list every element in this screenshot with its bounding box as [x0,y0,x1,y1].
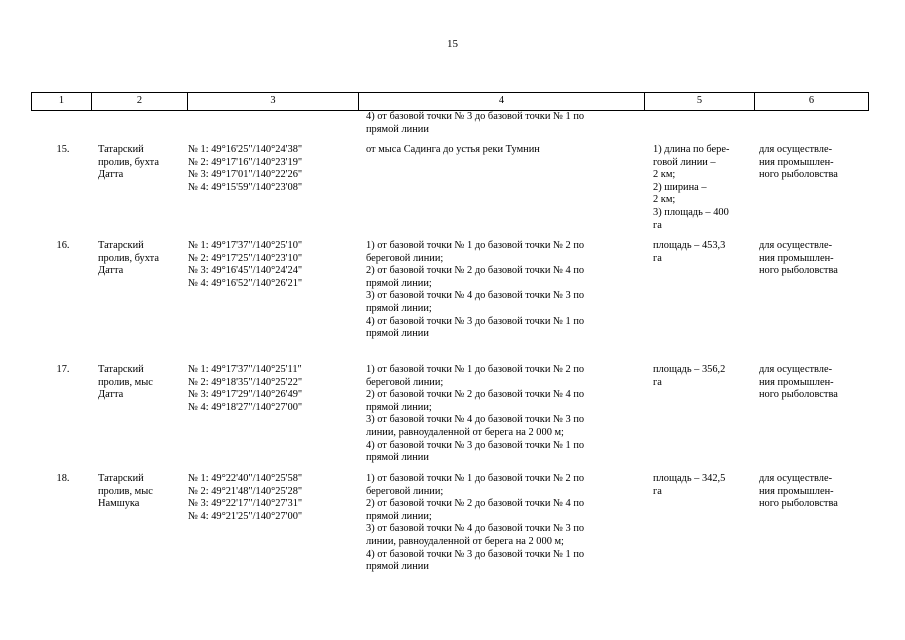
location-cell [98,364,188,402]
boundary-cell-line: линии, равноудаленной от берега на 2 000 м; [366,535,564,547]
location-cell-line: Датта [98,265,124,277]
coordinates-cell-line: № 2: 49°17'25"/140°23'10" [188,252,303,264]
boundary-cell-line: прямой линии; [366,302,432,314]
area-cell-line: га [653,252,662,264]
location-cell-line: Татарский [98,473,144,484]
area-cell-line: говой линии – [653,156,716,168]
coordinates-cell-line: № 4: 49°16'52"/140°26'21" [188,277,303,289]
purpose-cell-line: ния промышлен- [759,376,834,388]
purpose-cell [759,473,864,511]
carryover-line: прямой линии [366,123,429,135]
area-cell-line: 2 км; [653,169,676,181]
coordinates-cell-line: № 4: 49°21'25"/140°27'00" [188,510,303,522]
row-number: 17. [56,364,70,375]
location-cell-line: Датта [98,389,124,401]
boundary-cell-line: прямой линии [366,561,429,573]
purpose-cell-line: ния промышлен- [759,156,834,168]
location-cell-line: Датта [98,169,124,181]
column-header-row [32,93,869,111]
area-cell-line: 2) ширина – [653,181,707,193]
area-cell [653,473,753,498]
purpose-cell [759,240,864,278]
boundary-cell-line: прямой линии; [366,510,432,522]
boundary-cell-line: прямой линии [366,328,429,340]
area-cell-line: га [653,485,662,497]
boundary-cell-line: 2) от базовой точки № 2 до базовой точки № 4 по [366,265,585,277]
coordinates-cell-line: № 1: 49°16'25"/140°24'38" [188,144,303,155]
boundary-cell-line: береговой линии; [366,376,444,388]
purpose-cell-line: ного рыболовства [759,169,838,181]
row-number: 16. [56,240,70,251]
coordinates-cell-line: № 4: 49°15'59"/140°23'08" [188,181,303,193]
coordinates-cell [188,364,368,414]
coordinates-cell-line: № 4: 49°18'27"/140°27'00" [188,401,303,413]
coordinates-cell-line: № 2: 49°18'35"/140°25'22" [188,376,303,388]
purpose-cell-line: ния промышлен- [759,252,834,264]
boundary-cell [366,473,656,574]
boundary-cell-line: 2) от базовой точки № 2 до базовой точки № 4 по [366,498,585,510]
coordinates-cell [188,240,368,290]
purpose-cell-line: для осуществле- [759,144,833,155]
area-cell-line: 1) длина по бере- [653,144,730,155]
column-header-1: 1 [32,93,92,111]
coordinates-cell-line: № 3: 49°22'17"/140°27'31" [188,498,303,510]
coordinates-cell-line: № 3: 49°17'29"/140°26'49" [188,389,303,401]
boundary-cell-line: 2) от базовой точки № 2 до базовой точки № 4 по [366,389,585,401]
boundary-cell-line: 3) от базовой точки № 4 до базовой точки № 3 по [366,523,585,535]
boundary-cell-line: 4) от базовой точки № 3 до базовой точки № 1 по [366,439,585,451]
area-cell-line: площадь – 342,5 [653,473,726,484]
boundary-cell-line: прямой линии; [366,401,432,413]
boundary-cell-line: 3) от базовой точки № 4 до базовой точки № 3 по [366,414,585,426]
location-cell [98,240,188,278]
boundary-cell-line: 4) от базовой точки № 3 до базовой точки № 1 по [366,315,585,327]
carryover-line: 4) от базовой точки № 3 до базовой точки № 1 по [366,111,585,122]
purpose-cell-line: ного рыболовства [759,498,838,510]
carryover-text [366,111,648,136]
area-cell-line: площадь – 356,2 [653,364,726,375]
area-cell [653,364,753,389]
purpose-cell [759,364,864,402]
column-header-4: 4 [359,93,645,111]
coordinates-cell-line: № 1: 49°17'37"/140°25'10" [188,240,303,251]
purpose-cell-line: для осуществле- [759,473,833,484]
coordinates-cell-line: № 3: 49°17'01"/140°22'26" [188,169,303,181]
location-cell-line: Татарский [98,364,144,375]
coordinates-cell [188,473,368,523]
boundary-cell-line: линии, равноудаленной от берега на 2 000 м; [366,426,564,438]
location-cell-line: пролив, бухта [98,156,159,168]
boundary-cell-line: 1) от базовой точки № 1 до базовой точки № 2 по [366,240,585,251]
purpose-cell [759,144,864,182]
area-cell-line: га [653,219,662,231]
boundary-cell [366,240,656,341]
boundary-cell-line: береговой линии; [366,252,444,264]
coordinates-cell-line: № 2: 49°21'48"/140°25'28" [188,485,303,497]
coordinates-cell-line: № 1: 49°22'40"/140°25'58" [188,473,303,484]
location-cell-line: пролив, мыс [98,376,153,388]
area-cell [653,144,753,232]
location-cell-line: Татарский [98,144,144,155]
coordinates-cell [188,144,368,194]
location-cell [98,144,188,182]
location-cell-line: Татарский [98,240,144,251]
location-cell-line: пролив, мыс [98,485,153,497]
column-header-table [31,92,869,111]
column-header-6: 6 [755,93,869,111]
location-cell-line: Намшука [98,498,140,510]
area-cell-line: 2 км; [653,194,676,206]
location-cell-line: пролив, бухта [98,252,159,264]
boundary-cell [366,144,656,157]
area-cell-line: 3) площадь – 400 [653,206,729,218]
purpose-cell-line: ного рыболовства [759,389,838,401]
boundary-cell-line: прямой линии [366,452,429,464]
boundary-cell-line: прямой линии; [366,277,432,289]
purpose-cell-line: для осуществле- [759,240,833,251]
purpose-cell-line: ния промышлен- [759,485,834,497]
column-header-2: 2 [92,93,188,111]
column-header-5: 5 [645,93,755,111]
boundary-cell-line: 3) от базовой точки № 4 до базовой точки № 3 по [366,290,585,302]
boundary-cell-line: от мыса Садинга до устья реки Тумнин [366,144,540,155]
row-number: 18. [56,473,70,484]
area-cell-line: га [653,376,662,388]
boundary-cell-line: 4) от базовой точки № 3 до базовой точки № 1 по [366,548,585,560]
coordinates-cell-line: № 1: 49°17'37"/140°25'11" [188,364,302,375]
purpose-cell-line: ного рыболовства [759,265,838,277]
location-cell [98,473,188,511]
boundary-cell-line: 1) от базовой точки № 1 до базовой точки № 2 по [366,473,585,484]
purpose-cell-line: для осуществле- [759,364,833,375]
area-cell [653,240,753,265]
coordinates-cell-line: № 3: 49°16'45"/140°24'24" [188,265,303,277]
column-header-3: 3 [188,93,359,111]
boundary-cell-line: береговой линии; [366,485,444,497]
row-number: 15. [56,144,70,155]
page-number: 15 [447,38,458,50]
coordinates-cell-line: № 2: 49°17'16"/140°23'19" [188,156,303,168]
boundary-cell-line: 1) от базовой точки № 1 до базовой точки № 2 по [366,364,585,375]
area-cell-line: площадь – 453,3 [653,240,726,251]
boundary-cell [366,364,656,465]
